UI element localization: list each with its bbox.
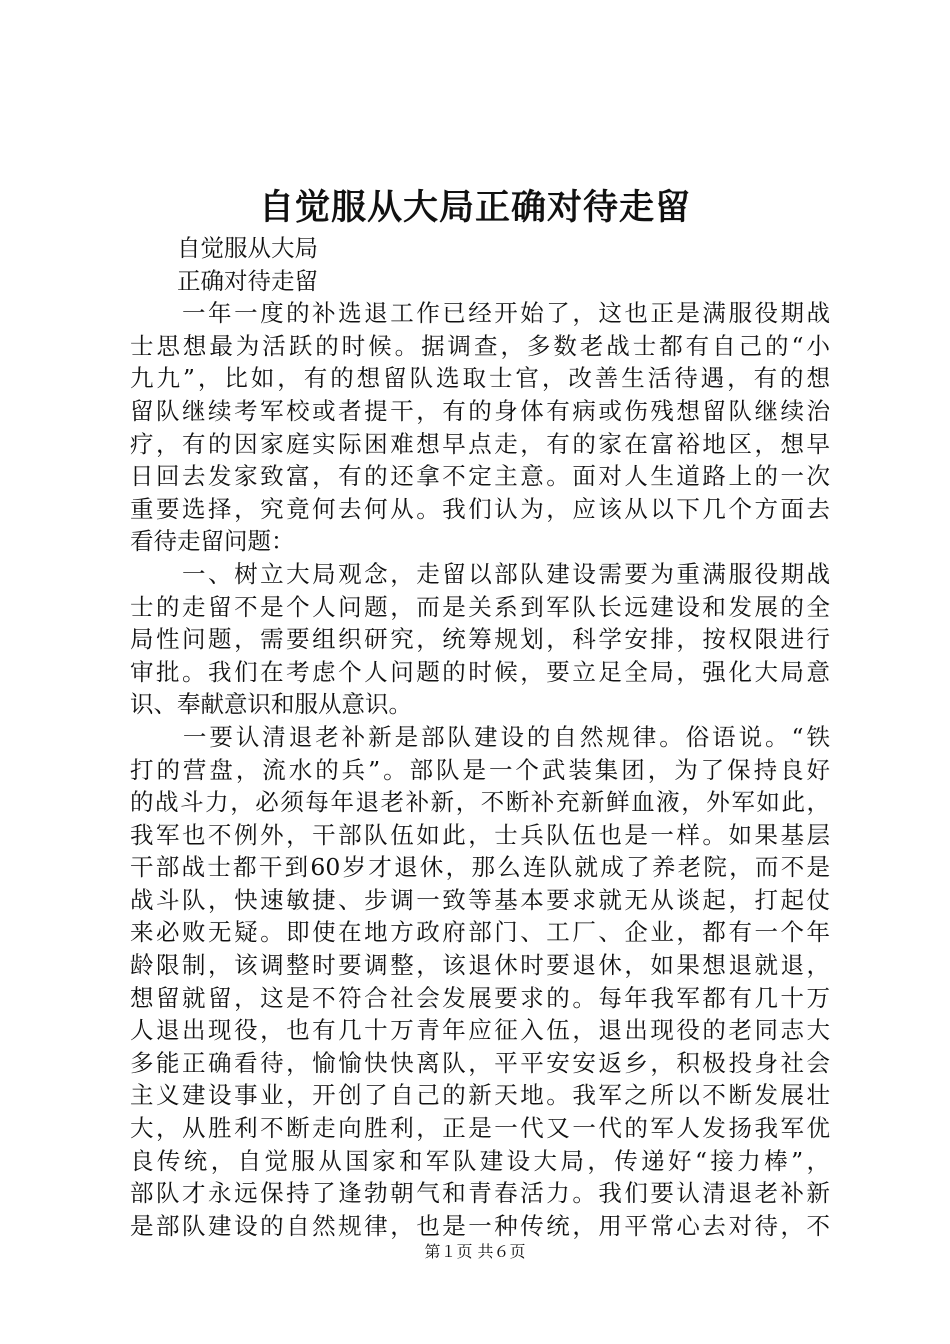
- text-line: 部队才永远保持了逢勃朝气和青春活力。我们要认清退老补新: [130, 1179, 830, 1208]
- text-line: 审批。我们在考虑个人问题的时候，要立足全局，强化大局意: [130, 657, 830, 686]
- text-line: 日回去发家致富，有的还拿不定主意。面对人生道路上的一次: [130, 462, 830, 491]
- page-number: 第１页 共６页: [424, 1242, 526, 1261]
- text-line: 战斗队，快速敏捷、步调一致等基本要求就无从谈起，打起仗: [130, 885, 830, 914]
- text-line: 正确对待走留: [130, 266, 318, 295]
- text-line: 是部队建设的自然规律，也是一种传统，用平常心去对待，不: [130, 1211, 830, 1240]
- text-line: 重要选择，究竟何去何从。我们认为，应该从以下几个方面去: [130, 494, 830, 523]
- text-line: 士思想最为活跃的时候。据调查，多数老战士都有自己的“小: [130, 331, 830, 360]
- text-line: 局性问题，需要组织研究，统筹规划，科学安排，按权限进行: [130, 625, 830, 654]
- text-line: 识、奉献意识和服从意识。: [130, 690, 412, 719]
- text-line: 龄限制，该调整时要调整，该退休时要退休，如果想退就退，: [130, 951, 830, 980]
- text-line: 打的营盘，流水的兵”。部队是一个武装集团，为了保持良好: [130, 755, 830, 784]
- text-line: 来必败无疑。即使在地方政府部门、工厂、企业，都有一个年: [130, 918, 830, 947]
- text-line: 干部战士都干到60岁才退休，那么连队就成了养老院，而不是: [130, 853, 830, 882]
- text-line: 疗，有的因家庭实际困难想早点走，有的家在富裕地区，想早: [130, 429, 830, 458]
- text-line: 自觉服从大局: [130, 234, 318, 262]
- text-line: 主义建设事业，开创了自己的新天地。我军之所以不断发展壮: [130, 1081, 830, 1110]
- text-line: 的战斗力，必须每年退老补新，不断补充新鲜血液，外军如此，: [130, 788, 830, 817]
- text-line: 一要认清退老补新是部队建设的自然规律。俗语说。“铁: [130, 722, 830, 751]
- text-line: 一年一度的补选退工作已经开始了，这也正是满服役期战: [130, 299, 830, 328]
- text-line: 我军也不例外，干部队伍如此，士兵队伍也是一样。如果基层: [130, 820, 830, 849]
- text-line: 看待走留问题：: [130, 527, 295, 556]
- text-line: 士的走留不是个人问题，而是关系到军队长远建设和发展的全: [130, 592, 830, 621]
- text-line: 多能正确看待，愉愉快快离队，平平安安返乡，积极投身社会: [130, 1048, 830, 1077]
- text-line: 想留就留，这是不符合社会发展要求的。每年我军都有几十万: [130, 983, 830, 1012]
- text-line: 人退出现役，也有几十万青年应征入伍，退出现役的老同志大: [130, 1016, 830, 1045]
- text-line: 良传统，自觉服从国家和军队建设大局，传递好“接力棒”，: [130, 1146, 830, 1175]
- text-line: 留队继续考军校或者提干，有的身体有病或伤残想留队继续治: [130, 396, 830, 425]
- text-line: 一、树立大局观念，走留以部队建设需要为重满服役期战: [130, 559, 830, 588]
- document-body: [130, 232, 830, 1242]
- text-line: 九九”，比如，有的想留队选取士官，改善生活待遇，有的想: [130, 364, 830, 393]
- text-line: 大，从胜利不断走向胜利，正是一代又一代的军人发扬我军优: [130, 1114, 830, 1143]
- document-title: 自觉服从大局正确对待走留: [258, 188, 691, 228]
